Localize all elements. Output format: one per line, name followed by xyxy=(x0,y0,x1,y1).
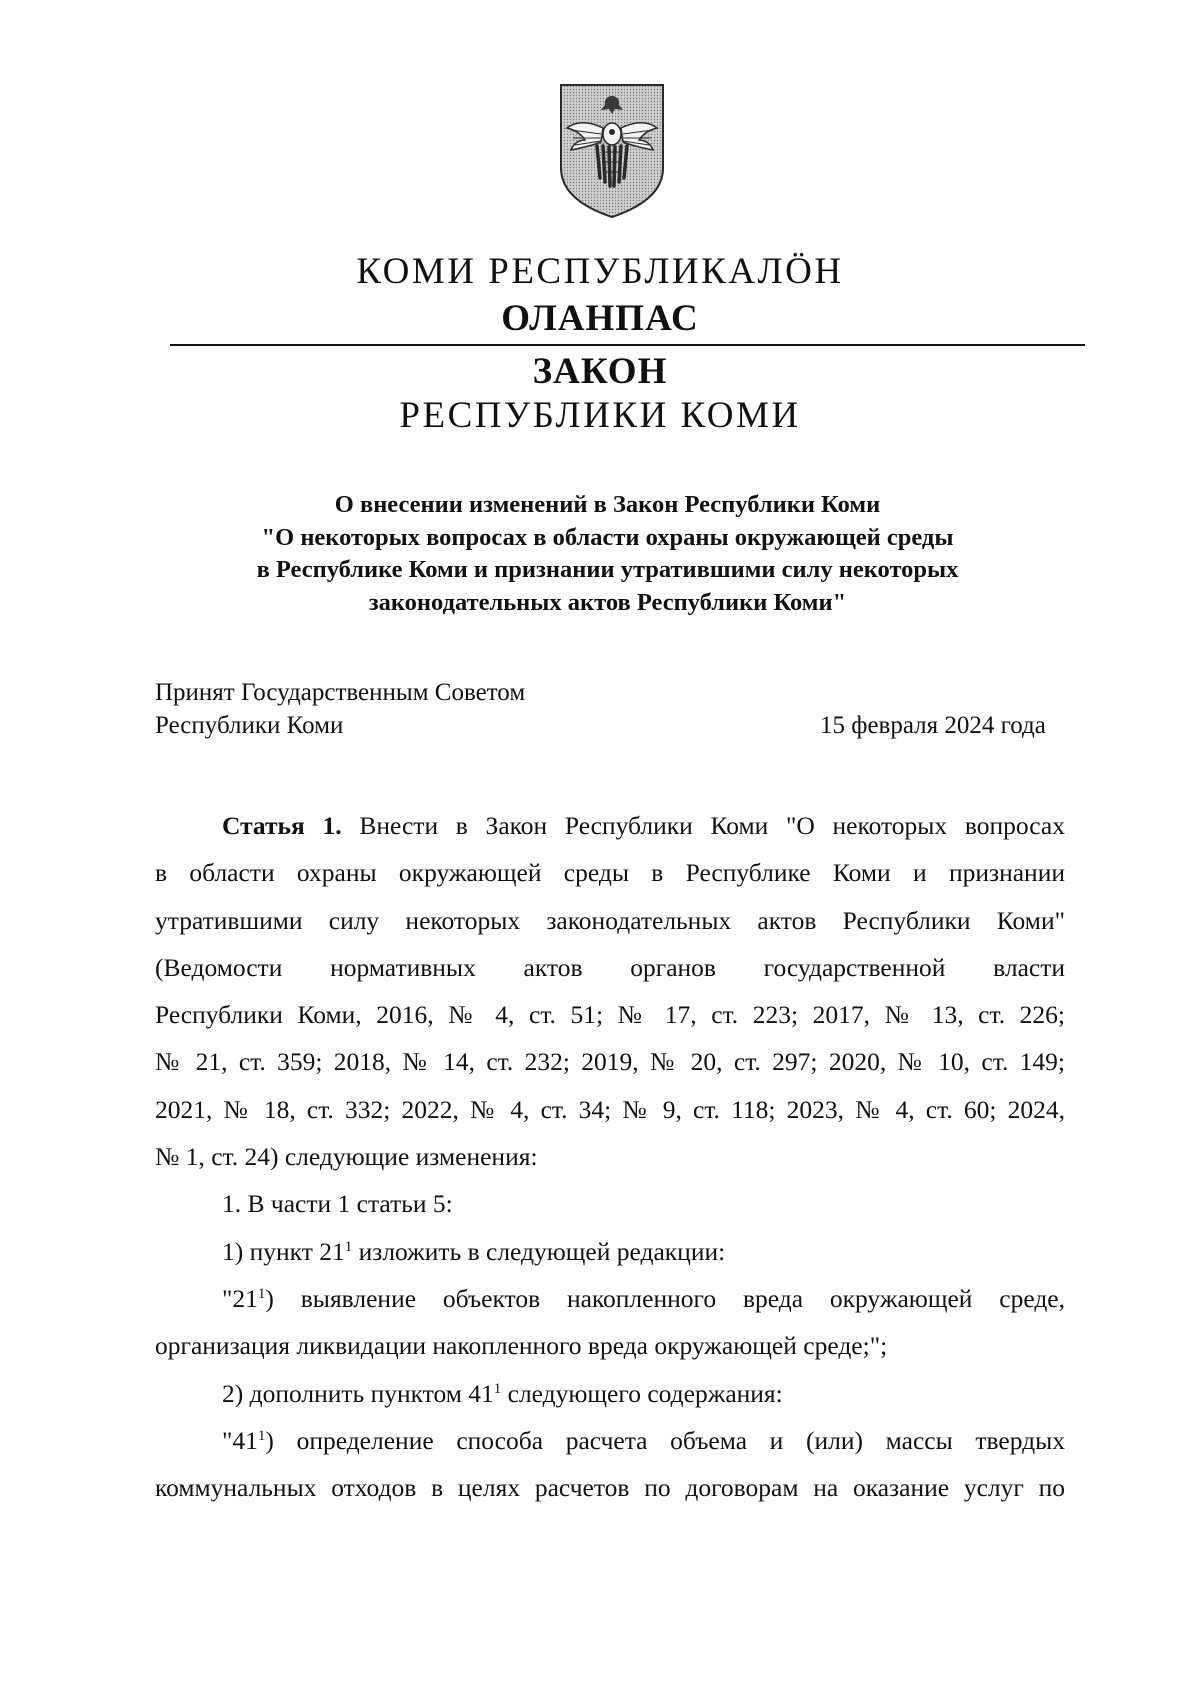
masthead-olanpas: ОЛАНПАС xyxy=(501,298,699,339)
superscript: 1 xyxy=(257,1427,266,1444)
subitem-1-text: 1) пункт 21 xyxy=(222,1236,345,1266)
article-1-line: № 21, ст. 359; 2018, № 14, ст. 232; 2019, № 20, ст. 297; 2020, № 10, ст. 149; xyxy=(155,1047,1065,1077)
subitem-2 xyxy=(155,1370,1065,1417)
quote-41-start: "41 xyxy=(222,1425,258,1455)
article-1-line: Республики Коми, 2016, № 4, ст. 51; № 17, ст. 223; 2017, № 13, ст. 226; xyxy=(155,1000,1065,1030)
quote-21-line xyxy=(155,1275,1065,1322)
quote-21-line-2: организация ликвидации накопленного вреда окружающей среде;"; xyxy=(155,1331,888,1361)
masthead-zakon: ЗАКОН xyxy=(532,351,668,392)
article-1-line: утратившими силу некоторых законодательных актов Республики Коми" xyxy=(155,905,1065,935)
quote-21-text: ) выявление объектов накопленного вреда окружающей среде, xyxy=(265,1283,1065,1313)
law-title-line: законодательных актов Республики Коми" xyxy=(368,588,847,616)
masthead-republic-line: РЕСПУБЛИКИ КОМИ xyxy=(399,395,801,436)
subitem-1-text-end: изложить в следующей редакции: xyxy=(352,1236,726,1266)
quote-41-line xyxy=(155,1417,1065,1464)
law-body xyxy=(155,802,1065,1511)
quote-41-line-2: коммунальных отходов в целях расчетов по договорам на оказание услуг по xyxy=(155,1473,1065,1503)
article-1-line: в области охраны окружающей среды в Республике Коми и признании xyxy=(155,858,1065,888)
part-1-heading: 1. В части 1 статьи 5: xyxy=(222,1189,453,1219)
coat-of-arms-icon xyxy=(557,82,667,220)
superscript: 1 xyxy=(257,1285,266,1302)
article-1-text: Внести в Закон Республики Коми "О некоторых вопросах xyxy=(341,811,1065,840)
subitem-1 xyxy=(155,1228,1065,1275)
law-title-line: "О некоторых вопросах в области охраны окружающей среды xyxy=(261,523,954,551)
article-1-label: Статья 1. xyxy=(222,811,342,840)
law-title-line: в Республике Коми и признании утратившими силу некоторых xyxy=(256,556,959,583)
article-1-line: 2021, № 18, ст. 332; 2022, № 4, ст. 34; № 9, ст. 118; 2023, № 4, ст. 60; 2024, xyxy=(155,1094,1065,1124)
masthead-komi-line: КОМИ РЕСПУБЛИКАЛӦН xyxy=(356,251,844,292)
article-1-line: (Ведомости нормативных актов органов государственной власти xyxy=(155,952,1065,982)
subitem-2-text-end: следующего содержания: xyxy=(501,1378,783,1408)
subitem-2-text: 2) дополнить пунктом 41 xyxy=(222,1378,494,1408)
article-1-line xyxy=(155,802,1065,849)
superscript: 1 xyxy=(493,1380,502,1397)
law-title-line: О внесении изменений в Закон Республики Коми xyxy=(334,491,881,518)
quote-21-start: "21 xyxy=(222,1283,258,1313)
adoption-line-2: Республики Коми xyxy=(155,711,344,739)
law-title xyxy=(150,489,1065,619)
article-1-line: № 1, ст. 24) следующие изменения: xyxy=(155,1142,538,1172)
adoption-line-1: Принят Государственным Советом xyxy=(155,679,526,706)
quote-41-text: ) определение способа расчета объема и (или) массы твердых xyxy=(265,1425,1065,1455)
masthead-divider xyxy=(170,344,1085,346)
superscript: 1 xyxy=(344,1238,353,1255)
adoption-statement xyxy=(155,677,525,742)
adoption-date: 15 февраля 2024 года xyxy=(820,711,1046,739)
